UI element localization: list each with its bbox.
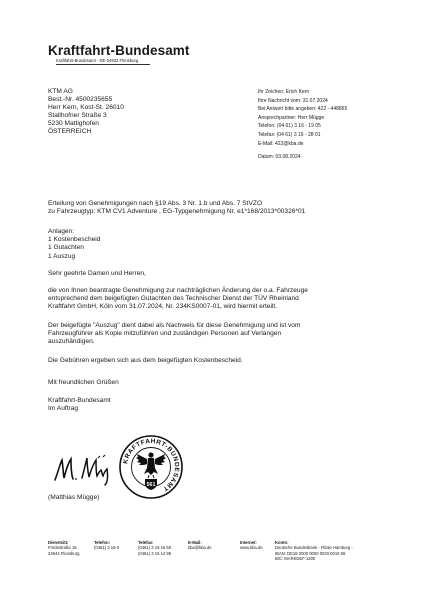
- subject-line-2: zu Fahrzeugtyp: KTM CV1 Adventure , EG-Typgenehmigung Nr. e1*168/2013*00326*01: [48, 208, 306, 216]
- footer-label: Dienstsitz: [48, 540, 68, 545]
- agency-title: Kraftfahrt-Bundesamt: [48, 43, 190, 58]
- subject-block: [48, 200, 378, 216]
- reference-line: Ihre Nachricht vom: 31.07.2024: [258, 97, 328, 104]
- seal-ring-text: KRAFTFAHRT-BUNDESAMT: [122, 437, 181, 493]
- paragraph-line: entsprechend dem beigefügten Gutachten des Technischer Dienst der TÜV Rheinland: [48, 295, 299, 303]
- footer-value: IBAN: DE18 2000 0000 0020 0010 66: [275, 550, 346, 556]
- recipient-line: Herr Kern, Kost-St. 26010: [48, 104, 124, 111]
- closing-org: Kraftfahrt-Bundesamt: [48, 397, 111, 404]
- paragraph-line: Fahrzeugführer als Kopie mitzuführen und zuständigen Personen auf Verlangen: [48, 330, 282, 338]
- footer-value: Fördestraße 16: [48, 545, 77, 551]
- closing-role: Im Auftrag: [48, 405, 79, 413]
- footer-label: Telefax:: [138, 540, 154, 545]
- closing-greeting: Mit freundlichen Grüßen: [48, 379, 119, 386]
- reference-line: Ihr Zeichen: Erich Kern: [258, 89, 310, 95]
- official-seal-image: [118, 434, 184, 500]
- attachments-block: [48, 228, 378, 261]
- footer-value: (0461) 3 16 16 50: [138, 545, 172, 551]
- attachment-item: 1 Gutachten: [48, 244, 84, 252]
- sender-line: Kraftfahrt-Bundesamt - DE-24932 Flensburg: [56, 58, 150, 65]
- footer-address: [48, 540, 79, 556]
- signer-name: (Matthias Mügge): [48, 494, 100, 501]
- recipient-line: Stallhofner Straße 3: [48, 112, 107, 119]
- reference-block: [258, 88, 347, 162]
- paragraph-line: auszuhändigen.: [48, 338, 95, 346]
- subject-line-1: Erteilung von Genehmigungen nach §19 Abs. 3 Nr. 1.b und Abs. 7 StVZO: [48, 200, 263, 207]
- footer-internet: [240, 540, 263, 551]
- attachment-item: 1 Kostenbescheid: [48, 236, 101, 244]
- reference-line: Telefon: (04 61) 3 16 - 19 05: [258, 123, 321, 130]
- footer-fax: [138, 540, 171, 556]
- recipient-line: 5230 Mattighofen: [48, 120, 99, 127]
- reference-line: Bei Antwort bitte angeben: 422 - 448865: [258, 106, 348, 113]
- reference-line: Ansprechpartner: Herr Mügge: [258, 114, 325, 121]
- footer-label: Internet:: [240, 540, 257, 545]
- attachments-heading: Anlagen:: [48, 228, 75, 235]
- eagle-icon: [136, 452, 166, 478]
- footer-value: Deutsche Bundesbank - Filiale Hamburg -: [275, 545, 353, 551]
- attachment-item: 1 Auszug: [48, 252, 76, 260]
- paragraph-approval: [48, 287, 378, 312]
- footer-value: 24944 Flensburg: [48, 550, 80, 556]
- reference-line: Telefax: (04 61) 3 16 - 28 01: [258, 131, 321, 138]
- footer-label: Telefon:: [94, 540, 110, 545]
- footer-value[interactable]: kba@kba.de: [188, 545, 212, 551]
- recipient-line: KTM AG: [48, 88, 73, 95]
- paragraph-line: Kraftfahrt GmbH, Köln vom 31.07.2024, Nr. 234KS0007-01, wird hiermit erteilt.: [48, 303, 278, 311]
- recipient-address: [48, 88, 124, 136]
- footer-phone: [94, 540, 119, 551]
- footer-value[interactable]: www.kba.de: [240, 545, 263, 551]
- footer-value: BIC: MARKDEF 1200: [275, 556, 316, 562]
- closing-block: [48, 397, 378, 413]
- footer-value: (0461) 3 16 14 95: [138, 550, 172, 556]
- salutation: Sehr geehrte Damen und Herren,: [48, 270, 146, 277]
- footer-label: E-Mail:: [188, 540, 202, 545]
- letter-date: Datum: 03.08.2024: [258, 154, 301, 161]
- footer-email: [188, 540, 212, 551]
- signature-image: [52, 452, 114, 486]
- seal-number: 561: [146, 482, 156, 488]
- footer-bank: [275, 540, 353, 562]
- footer-label: Konto:: [275, 540, 289, 545]
- reference-line: E-Mail: 422@kba.de: [258, 140, 304, 147]
- footer-value: (0461) 3 16-0: [94, 545, 120, 551]
- paragraph-fees: Die Gebühren ergeben sich aus dem beigefügten Kostenbescheid.: [48, 357, 243, 364]
- recipient-line: Best.-Nr. 4500235655: [48, 96, 113, 103]
- paragraph-line: Der beigefügte "Auszug" dient dabei als Nachweis für diese Genehmigung und ist vom: [48, 322, 301, 329]
- recipient-line: ÖSTERREICH: [48, 128, 92, 135]
- paragraph-excerpt: [48, 322, 378, 347]
- paragraph-line: die von Ihnen beantragte Genehmigung zur nachträglichen Änderung der o.a. Fahrzeuge: [48, 287, 308, 294]
